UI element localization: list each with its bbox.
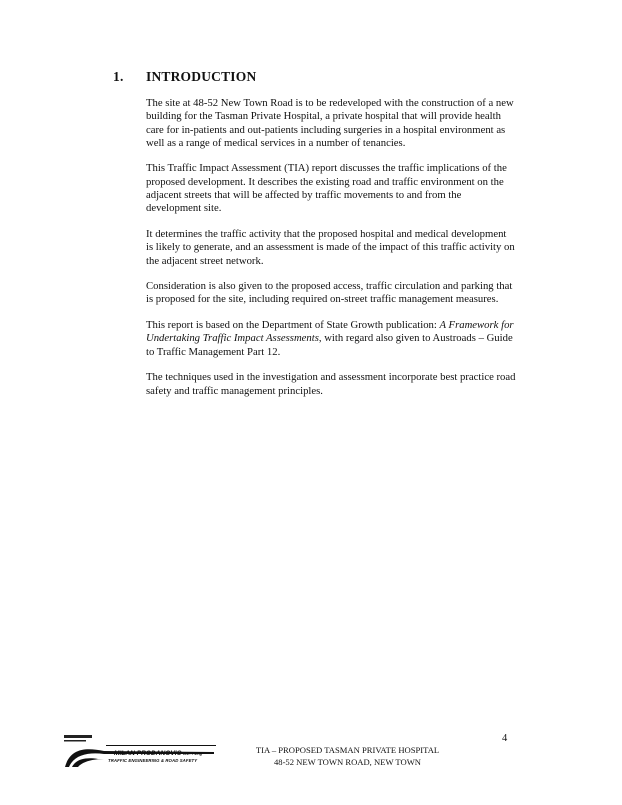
page-number: 4 [502, 733, 508, 744]
paragraph-4: Consideration is also given to the proposed access, traffic circulation and parking that is proposed for the site, including required on-street traffic management measures. [146, 280, 513, 306]
paragraph-3: It determines the traffic activity that the proposed hospital and medical development is likely to generate, and an assessment is made of the impact of this traffic activity on the adjacent street network. [146, 227, 515, 267]
logo-name: MILAN PRODANOVIC B.E. P.Eng [114, 750, 202, 757]
paragraph-5-before: This report is based on the Department of State Growth publication: [146, 319, 440, 332]
section-heading [113, 69, 256, 85]
company-logo [64, 735, 234, 771]
footer-title [230, 745, 465, 768]
footer-line-1: TIA – PROPOSED TASMAN PRIVATE HOSPITAL [255, 745, 440, 755]
logo-tagline: TRAFFIC ENGINEERING & ROAD SAFETY [108, 758, 198, 763]
section-number: 1. [113, 69, 124, 84]
section-title: INTRODUCTION [146, 69, 257, 84]
paragraph-1: The site at 48-52 New Town Road is to be redeveloped with the construction of a new building for the Tasman Private Hospital, a private hospital that will provide health care for in-patients and out-patients including surgeries in a hospital environment as well as a range of medical services in a number of tenancies. [146, 97, 514, 149]
paragraph-2: This Traffic Impact Assessment (TIA) report discusses the traffic implications of the proposed development. It describes the existing road and traffic environment on the adjacent streets that will be affected by traffic movements to and from the development site. [146, 162, 507, 215]
paragraph-6: The techniques used in the investigation and assessment incorporate best practice road safety and traffic management principles. [146, 371, 516, 397]
publication-title: A Framework for Undertaking Traffic Impact Assessments [146, 319, 514, 345]
paragraph-5-after: , with regard also given to Austroads – Guide to Traffic Management Part 12. [146, 332, 513, 358]
footer-line-2: 48-52 NEW TOWN ROAD, NEW TOWN [273, 756, 422, 767]
paragraph-5 [146, 319, 516, 359]
body-text [146, 97, 516, 410]
